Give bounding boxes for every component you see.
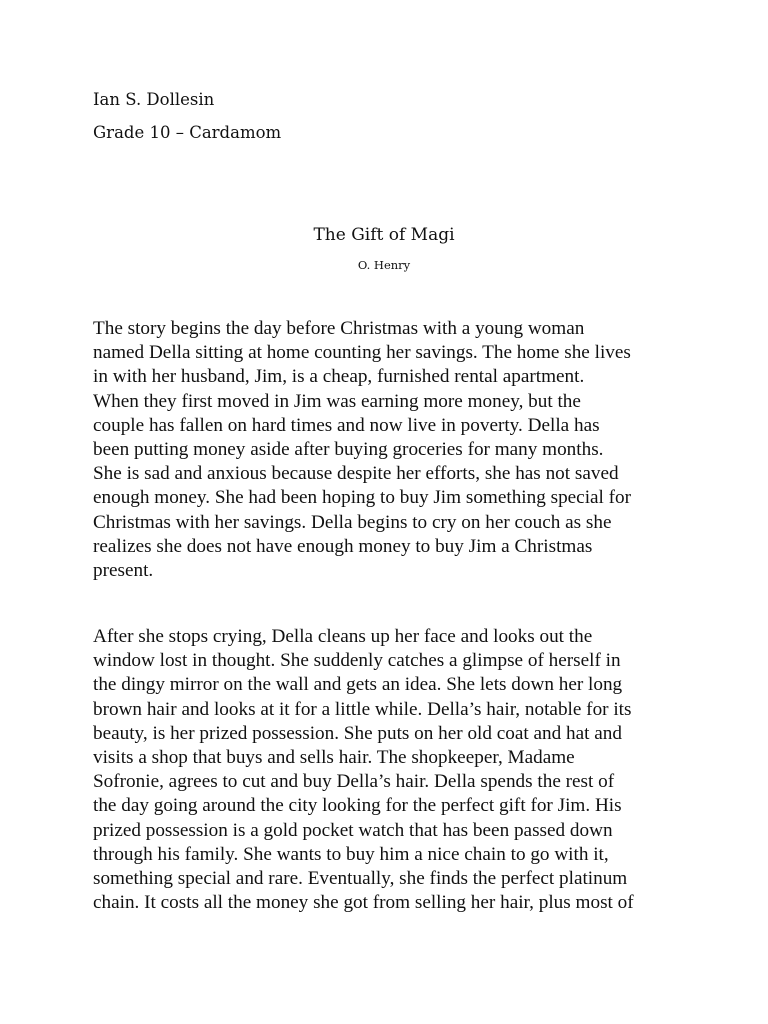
text-line: window lost in thought. She suddenly catches a glimpse of herself in	[93, 650, 621, 672]
text-line: chain. It costs all the money she got from selling her hair, plus most of	[93, 892, 634, 914]
text-line: the dingy mirror on the wall and gets an idea. She lets down her long	[93, 674, 623, 696]
text-line: She is sad and anxious because despite her efforts, she has not saved	[93, 463, 619, 485]
text-line: been putting money aside after buying groceries for many months.	[93, 439, 604, 461]
text-line: the day going around the city looking for the perfect gift for Jim. His	[93, 795, 622, 817]
text-line: realizes she does not have enough money to buy Jim a Christmas	[93, 535, 593, 557]
text-line: named Della sitting at home counting her savings. The home she lives	[93, 342, 631, 364]
text-line: couple has fallen on hard times and now live in poverty. Della has	[93, 414, 600, 436]
text-line: in with her husband, Jim, is a cheap, furnished rental apartment.	[93, 366, 585, 388]
text-line: Sofronie, agrees to cut and buy Della’s hair. Della spends the rest of	[93, 771, 615, 793]
student-name: Ian S. Dollesin	[93, 90, 215, 109]
paragraph-summary-2	[93, 625, 713, 915]
text-line: When they first moved in Jim was earning more money, but the	[93, 390, 581, 412]
grade-section: Grade 10 – Cardamom	[93, 123, 282, 142]
text-line: beauty, is her prized possession. She puts on her old coat and hat and	[93, 722, 622, 744]
text-line: After she stops crying, Della cleans up her face and looks out the	[93, 626, 593, 647]
story-author: O. Henry	[357, 258, 411, 272]
paragraph-summary-1	[93, 317, 713, 583]
text-line: enough money. She had been hoping to buy Jim something special for	[93, 487, 632, 509]
text-line: present.	[93, 560, 154, 582]
text-line: through his family. She wants to buy him a nice chain to go with it,	[93, 843, 609, 865]
text-line: visits a shop that buys and sells hair. The shopkeeper, Madame	[93, 747, 575, 769]
text-line: Christmas with her savings. Della begins to cry on her couch as she	[93, 511, 612, 533]
text-line: something special and rare. Eventually, she finds the perfect platinum	[93, 868, 628, 890]
text-line: The story begins the day before Christmas with a young woman	[93, 318, 585, 339]
text-line: brown hair and looks at it for a little while. Della’s hair, notable for its	[93, 698, 632, 720]
document-title: The Gift of Magi	[313, 225, 455, 245]
text-line: prized possession is a gold pocket watch that has been passed down	[93, 819, 613, 841]
